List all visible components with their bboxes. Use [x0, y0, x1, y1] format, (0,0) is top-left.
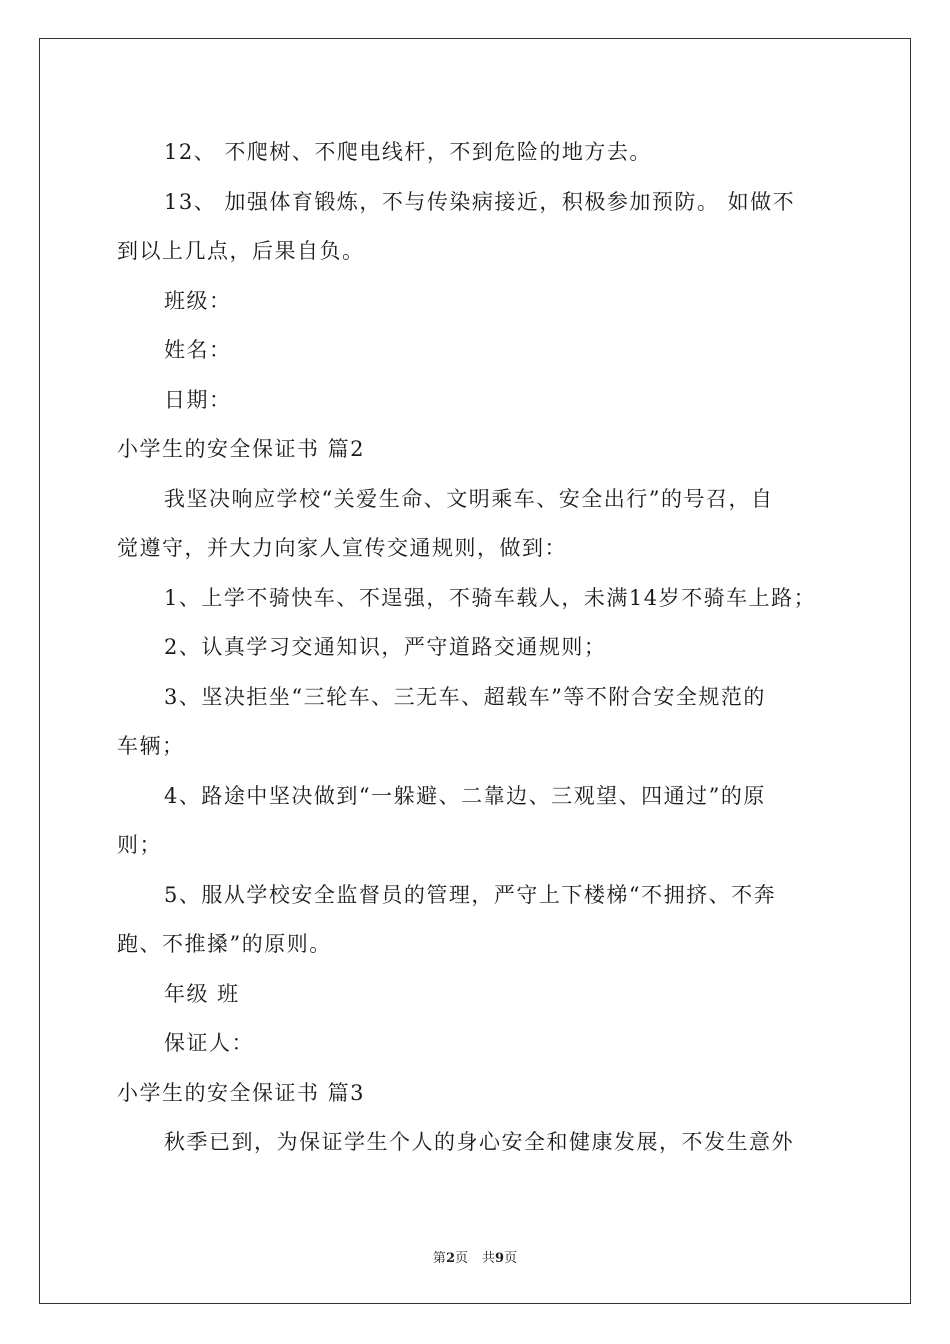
rule-item-5: 5、服从学校安全监督员的管理，严守上下楼梯“不拥挤、不奔 — [164, 882, 777, 907]
rule-item-4: 4、路途中坚决做到“一躲避、二靠边、三观望、四通过”的原 — [164, 783, 766, 808]
rule-item-1: 1、上学不骑快车、不逞强，不骑车载人，未满14岁不骑车上路； — [164, 585, 817, 610]
guarantor-label: 保证人： — [164, 1031, 254, 1055]
page-prefix: 第 — [432, 1251, 446, 1266]
list-item-13: 13、 加强体育锻炼，不与传染病接近，积极参加预防。 如做不 — [164, 189, 796, 214]
grade-class-label: 年级 班 — [164, 981, 240, 1006]
total-prefix: 共 — [482, 1251, 496, 1266]
rule-item-4-continued: 则； — [117, 833, 162, 857]
rule-item-3: 3、坚决拒坐“三轮车、三无车、超载车”等不附合安全规范的 — [164, 684, 766, 709]
page-number: 2 — [445, 1251, 455, 1266]
rule-item-5-continued: 跑、不推搡”的原则。 — [117, 932, 332, 956]
rule-item-3-continued: 车辆； — [117, 734, 185, 758]
list-item-12: 12、 不爬树、不爬电线杆，不到危险的地方去。 — [164, 140, 652, 164]
page-suffix: 页 — [454, 1251, 468, 1266]
paragraph-autumn: 秋季已到，为保证学生个人的身心安全和健康发展，不发生意外 — [164, 1130, 794, 1154]
total-pages: 9 — [495, 1251, 505, 1266]
document-body — [117, 128, 837, 1168]
list-item-13-continued: 到以上几点，后果自负。 — [117, 239, 365, 263]
date-field-label: 日期： — [164, 387, 232, 412]
rule-item-2: 2、认真学习交通知识，严守道路交通规则； — [164, 635, 607, 659]
section-heading-3: 小学生的安全保证书 篇3 — [117, 1080, 366, 1105]
paragraph-intro: 我坚决响应学校“关爱生命、文明乘车、安全出行”的号召，自 — [164, 486, 774, 511]
paragraph-intro-continued: 觉遵守，并大力向家人宣传交通规则，做到： — [117, 536, 567, 560]
class-field-label: 班级： — [164, 288, 232, 313]
total-suffix: 页 — [504, 1251, 518, 1266]
page-footer — [0, 1247, 950, 1266]
name-field-label: 姓名： — [164, 338, 232, 362]
section-heading-2: 小学生的安全保证书 篇2 — [117, 437, 366, 461]
